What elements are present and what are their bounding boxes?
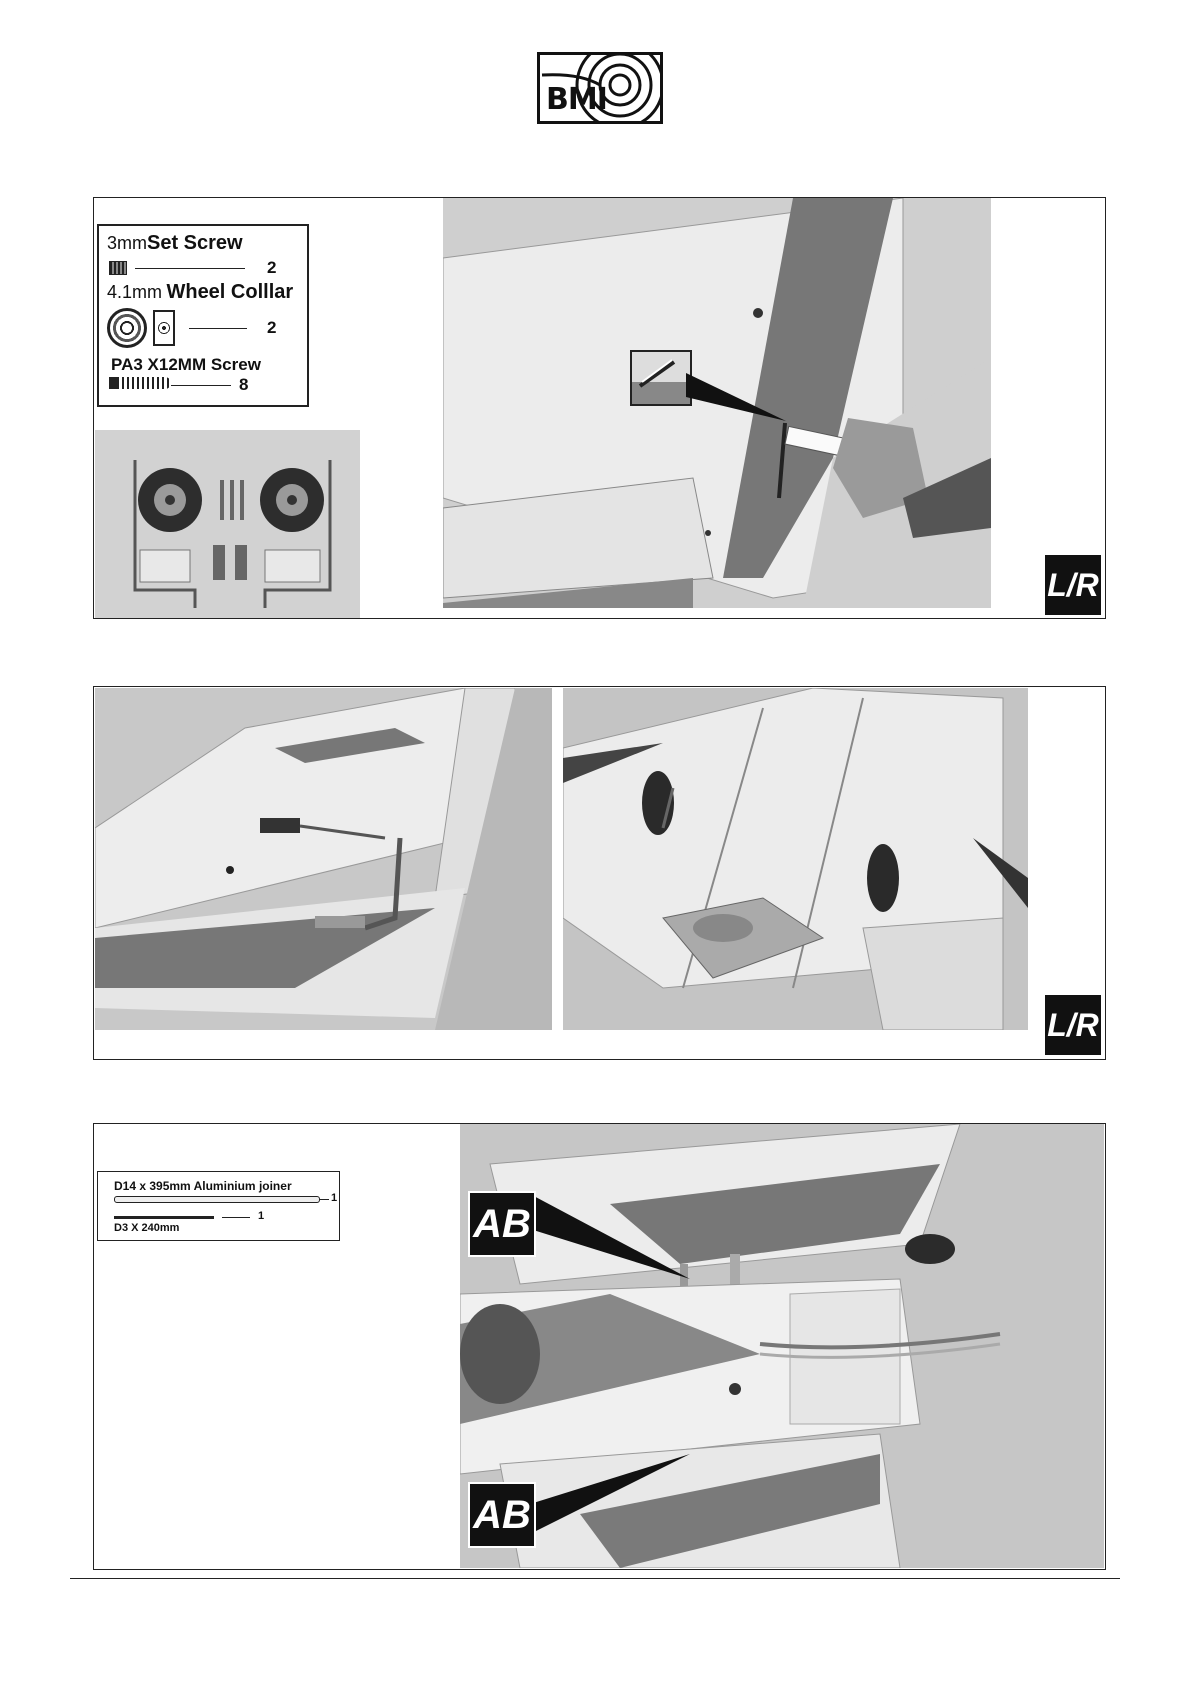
footer-rule: [70, 1578, 1120, 1579]
landing-gear-parts-photo: [95, 430, 360, 618]
parts-list-hardware: [97, 224, 309, 407]
left-right-badge-2: L/R: [1045, 995, 1101, 1055]
wheel-collar-side-icon: [153, 310, 175, 346]
joiner-label: D14 x 395mm Aluminium joiner: [114, 1179, 292, 1193]
wheel-collar-icon: [107, 308, 147, 348]
wing-marking-photo: [443, 198, 991, 608]
joiner-qty: 1: [331, 1192, 338, 1204]
screw-label: PA3 X12MM Screw: [111, 355, 261, 374]
screw-icon: [109, 377, 171, 389]
left-right-badge: L/R: [1045, 555, 1101, 615]
wheel-collar-qty: 2: [267, 318, 277, 337]
fuselage-wing-joiner-photo: [460, 1124, 1104, 1568]
rod-icon: [114, 1216, 214, 1219]
set-screw-qty: 2: [267, 258, 277, 277]
screw-qty: 8: [239, 375, 249, 394]
rod-qty: 1: [258, 1210, 265, 1222]
rod-label: D3 X 240mm: [114, 1222, 180, 1234]
ab-label-top: AB: [468, 1191, 536, 1257]
wing-gear-installed-photo: [563, 688, 1028, 1030]
callout-pointer: [686, 373, 796, 428]
wing-gear-mount-photo: [95, 688, 552, 1030]
set-screw-icon: [109, 261, 127, 275]
wheel-collar-label: 4.1mm Wheel Colllar: [107, 281, 294, 303]
ab-label-bottom: AB: [468, 1482, 536, 1548]
parts-list-joiner: [97, 1171, 340, 1241]
callout-pointer-ab-bottom: [530, 1454, 700, 1534]
callout-pointer-ab-top: [530, 1194, 700, 1284]
bmi-logo: [537, 52, 663, 124]
aluminium-joiner-icon: [114, 1196, 320, 1203]
logo-text: BMI: [546, 82, 607, 117]
set-screw-label: 3mmSet Screw: [107, 232, 243, 254]
callout-marker-icon: [630, 350, 692, 406]
